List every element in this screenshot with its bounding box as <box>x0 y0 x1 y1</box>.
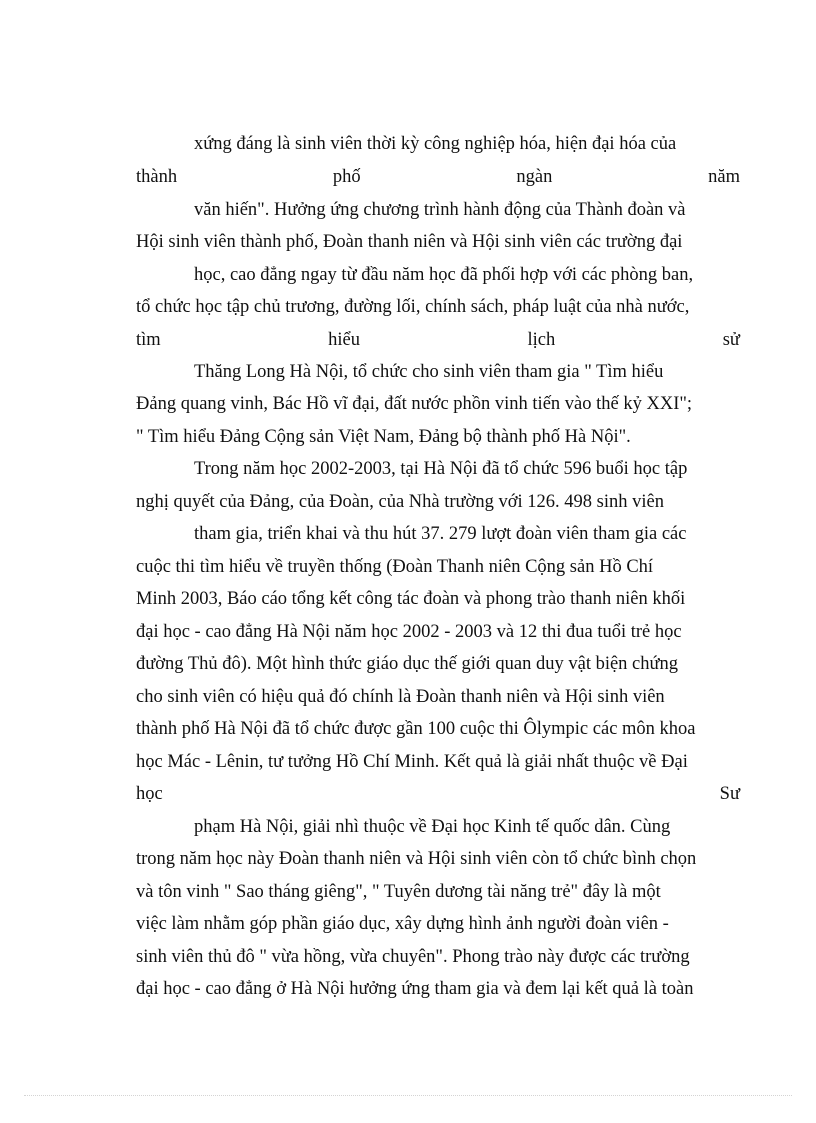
word: tìm <box>136 330 161 350</box>
word: ngàn <box>516 167 553 187</box>
text-line: tham gia, triển khai và thu hút 37. 279 lượt đoàn viên tham gia các <box>194 524 687 544</box>
text-line: và tôn vinh " Sao tháng giêng", " Tuyên dương tài năng trẻ" đây là một <box>136 882 661 902</box>
text-line: việc làm nhằm góp phần giáo dục, xây dựng hình ảnh người đoàn viên - <box>136 914 669 934</box>
text-line: học Mác - Lênin, tư tưởng Hồ Chí Minh. Kết quả là giải nhất thuộc về Đại <box>136 752 688 772</box>
text-line: văn hiến". Hưởng ứng chương trình hành động của Thành đoàn và <box>194 200 686 220</box>
word: lịch <box>527 330 556 350</box>
text-line: đại học - cao đẳng Hà Nội năm học 2002 - 2003 và 12 thi đua tuổi trẻ học <box>136 622 682 642</box>
justified-line <box>136 328 740 352</box>
text-line: nghị quyết của Đảng, của Đoàn, của Nhà trường với 126. 498 sinh viên <box>136 492 664 512</box>
text-line: phạm Hà Nội, giải nhì thuộc về Đại học Kinh tế quốc dân. Cùng <box>194 817 671 837</box>
word: học <box>136 784 163 804</box>
text-line: học, cao đẳng ngay từ đầu năm học đã phối hợp với các phòng ban, <box>194 265 694 285</box>
text-line: Đảng quang vinh, Bác Hồ vĩ đại, đất nước phồn vinh tiến vào thế kỷ XXI"; <box>136 394 693 414</box>
page-bottom-divider <box>24 1095 792 1096</box>
text-line: " Tìm hiểu Đảng Cộng sản Việt Nam, Đảng bộ thành phố Hà Nội". <box>136 427 631 447</box>
justified-line <box>136 165 740 189</box>
text-line: thành phố Hà Nội đã tổ chức được gần 100 cuộc thi Ôlympic các môn khoa <box>136 719 696 739</box>
text-line: cho sinh viên có hiệu quả đó chính là Đoàn thanh niên và Hội sinh viên <box>136 687 665 707</box>
text-line: Thăng Long Hà Nội, tổ chức cho sinh viên tham gia " Tìm hiểu <box>194 362 664 382</box>
text-line: tổ chức học tập chủ trương, đường lối, chính sách, pháp luật của nhà nước, <box>136 297 690 317</box>
word: hiểu <box>328 330 361 350</box>
text-line: Trong năm học 2002-2003, tại Hà Nội đã tổ chức 596 buổi học tập <box>194 459 688 479</box>
text-line: đại học - cao đẳng ở Hà Nội hưởng ứng tham gia và đem lại kết quả là toàn <box>136 979 694 999</box>
word: phố <box>332 167 361 187</box>
text-line: sinh viên thủ đô " vừa hồng, vừa chuyên". Phong trào này được các trường <box>136 947 690 967</box>
word: thành <box>136 167 178 187</box>
text-line: Hội sinh viên thành phố, Đoàn thanh niên và Hội sinh viên các trường đại <box>136 232 683 252</box>
justified-line <box>136 782 740 806</box>
text-line: trong năm học này Đoàn thanh niên và Hội sinh viên còn tổ chức bình chọn <box>136 849 697 869</box>
word: Sư <box>719 784 740 804</box>
text-line: xứng đáng là sinh viên thời kỳ công nghiệp hóa, hiện đại hóa của <box>194 134 677 154</box>
word: năm <box>708 167 740 187</box>
word: sử <box>722 330 740 350</box>
text-line: cuộc thi tìm hiểu về truyền thống (Đoàn Thanh niên Cộng sản Hồ Chí <box>136 557 654 577</box>
text-line: đường Thủ đô). Một hình thức giáo dục thế giới quan duy vật biện chứng <box>136 654 679 674</box>
text-line: Minh 2003, Báo cáo tổng kết công tác đoàn và phong trào thanh niên khối <box>136 589 686 609</box>
